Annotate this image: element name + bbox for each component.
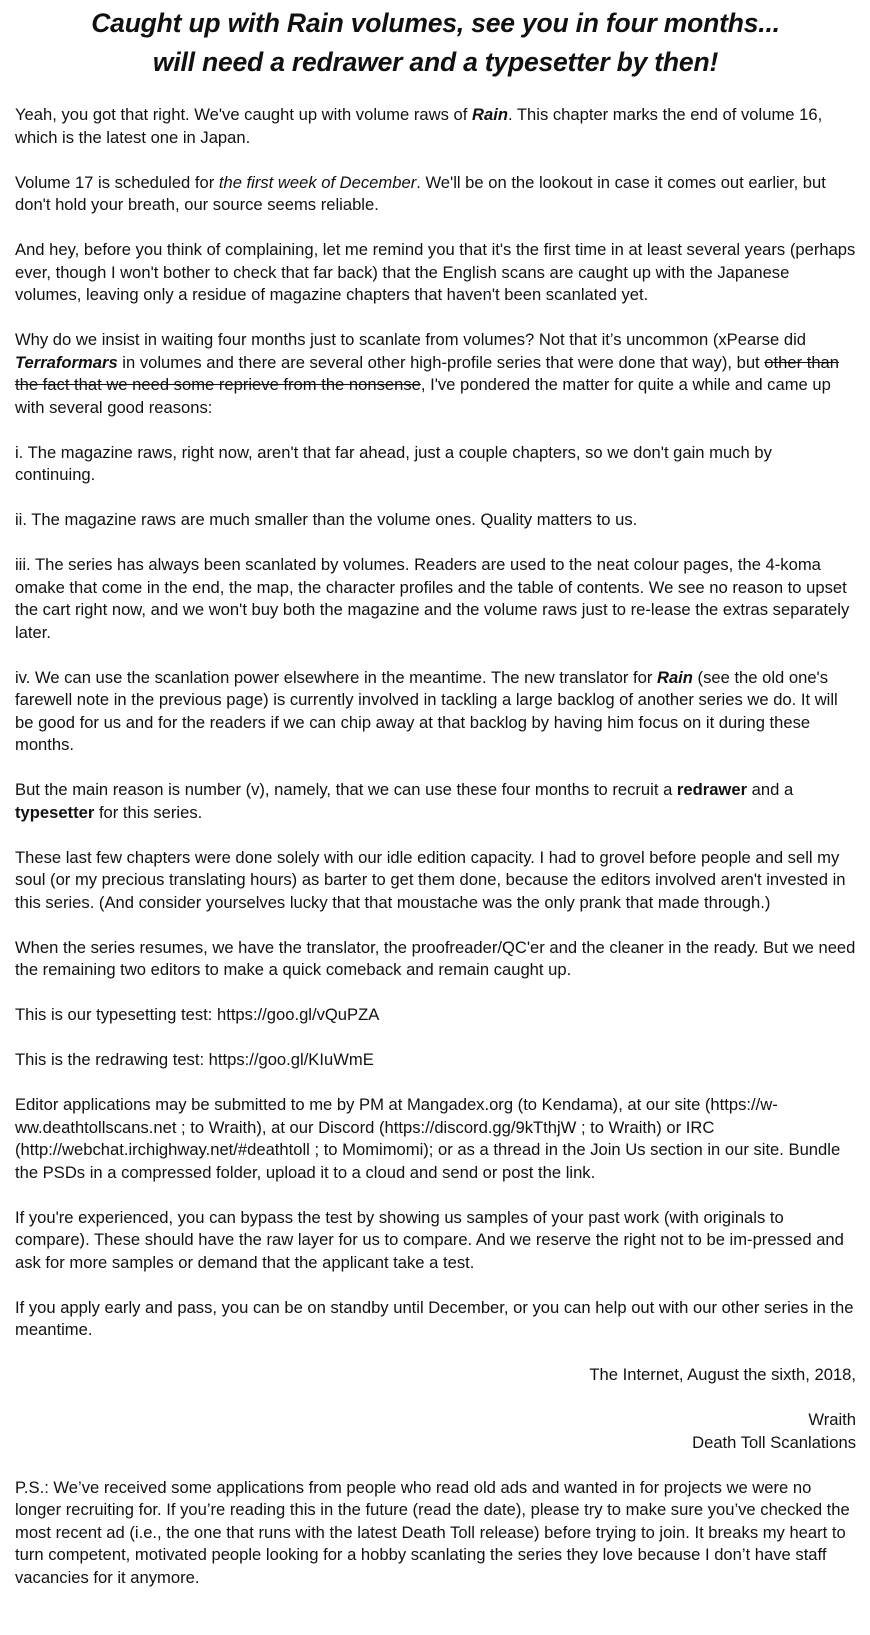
experienced-paragraph: If you're experienced, you can bypass the test by showing us samples of your past work (with originals to compare). These should have the raw layer for us to compare. And we reserve the right not to be im-pressed and ask for more samples or demand that the applicant take a test.: [15, 1207, 844, 1272]
reason-3: iii. The series has always been scanlated by volumes. Readers are used to the neat colour pages, the 4-koma omake that come in the end, the map, the character profiles and the table of contents. We see no reason to upset the cart right now, and we won't buy both the magazine and the volume raws just to re-lease the extras separately later.: [15, 555, 850, 642]
why-wait-paragraph: [15, 329, 856, 419]
reason-2: ii. The magazine raws are much smaller than the volume ones. Quality matters to us.: [15, 510, 638, 529]
redrawing-test: This is the redrawing test: https://goo.gl/KIuWmE: [15, 1050, 374, 1069]
main-reason-and: and a: [747, 780, 794, 799]
why-wait-text: Why do we insist in waiting four months just to scanlate from volumes? Not that it’s uncommon (xPearse did: [15, 330, 807, 349]
intro-text-end: . This chapter marks the end of volume 16, which is the latest one in Japan.: [15, 105, 823, 147]
resume-paragraph: When the series resumes, we have the translator, the proofreader/QC'er and the cleaner in the ready. But we need the remaining two editors to make a quick comeback and remain caught up.: [15, 937, 856, 979]
why-wait-text-mid: in volumes and there are several other high-profile series that were done that way), but: [117, 352, 765, 372]
intro-paragraph: [15, 104, 856, 149]
schedule-date: the first week of December: [218, 172, 417, 192]
struck-text: other than the fact that we need some reprieve from the nonsense: [15, 352, 840, 394]
title-line-2: will need a redrawer and a typesetter by then!: [152, 47, 719, 77]
intro-text: Yeah, you got that right. We've caught up with volume raws of: [15, 105, 472, 124]
reason-4-text: iv. We can use the scanlation power elsewhere in the meantime. The new translator for: [15, 667, 657, 687]
typesetting-test: This is our typesetting test: https://goo.gl/vQuPZA: [15, 1005, 380, 1024]
title-line-1: Caught up with Rain volumes, see you in four months...: [91, 8, 780, 38]
why-wait-text-end: , I've pondered the matter for quite a while and came up with several good reasons:: [15, 375, 831, 417]
main-reason-text-end: for this series.: [94, 802, 203, 822]
reason-4: [15, 667, 856, 757]
dateline: The Internet, August the sixth, 2018,: [589, 1365, 856, 1384]
standby-paragraph: If you apply early and pass, you can be on standby until December, or you can help out with our other series in the meantime.: [15, 1297, 854, 1339]
signature: [15, 1409, 856, 1454]
schedule-text-end: . We'll be on the lookout in case it comes out earlier, but don't hold your breath, our source seems reliable.: [15, 172, 826, 214]
idle-capacity-paragraph: These last few chapters were done solely with our idle edition capacity. I had to grovel before people and sell my soul (or my precious translating hours) as barter to get them done, because the editors involved aren't invested in this series. (And consider yourselves lucky that that moustache was the only prank that made through.): [15, 847, 846, 912]
redrawer-role: redrawer: [676, 780, 748, 799]
series-name: Rain: [656, 667, 693, 687]
schedule-paragraph: [15, 172, 856, 217]
signature-group: Death Toll Scanlations: [692, 1432, 856, 1452]
postscript: P.S.: We’ve received some applications from people who read old ads and wanted in for projects we were no longer recruiting for. If you’re reading this in the future (read the date), please try to make sure you’ve checked the most recent ad (i.e., the one that runs with the latest Death Toll release) before trying to join. It breaks my heart to turn competent, motivated people looking for a hobby scanlating the series they love because I don’t have staff vacancies for it anymore.: [15, 1477, 850, 1587]
series-name: Rain: [472, 105, 508, 124]
page-title: [15, 4, 856, 82]
typesetter-role: typesetter: [15, 802, 95, 822]
main-reason-paragraph: [15, 779, 856, 824]
main-reason-text: But the main reason is number (v), namely, that we can use these four months to recruit a: [15, 780, 677, 799]
terraformars-title: Terraformars: [15, 352, 118, 372]
caught-up-paragraph: And hey, before you think of complaining, let me remind you that it's the first time in at least several years (perhaps ever, though I won't bother to check that far back) that the English scans are caught up with the Japanese volumes, leaving only a residue of magazine chapters that haven't been scanlated yet.: [15, 240, 856, 304]
applications-paragraph: Editor applications may be submitted to me by PM at Mangadex.org (to Kendama), at our site (https://w-ww.deathtollscans.net ; to Wraith), at our Discord (https://discord.gg/9kTthjW ; to Wraith) or IRC (http://webchat.irchighway.net/#deathtoll ; to Momimomi); or as a thread in the Join Us section in our site. Bundle the PSDs in a compressed folder, upload it to a cloud and send or post the link.: [15, 1095, 841, 1182]
schedule-text: Volume 17 is scheduled for: [15, 172, 219, 192]
reason-4-text-end: (see the old one's farewell note in the previous page) is currently involved in tackling a large backlog of another series we do. It will be good for us and for the readers if we can chip away at that backlog by having him focus on it during these months.: [15, 667, 838, 754]
signature-name: Wraith: [808, 1410, 856, 1429]
reason-1: i. The magazine raws, right now, aren't that far ahead, just a couple chapters, so we don't gain much by continuing.: [15, 442, 772, 484]
